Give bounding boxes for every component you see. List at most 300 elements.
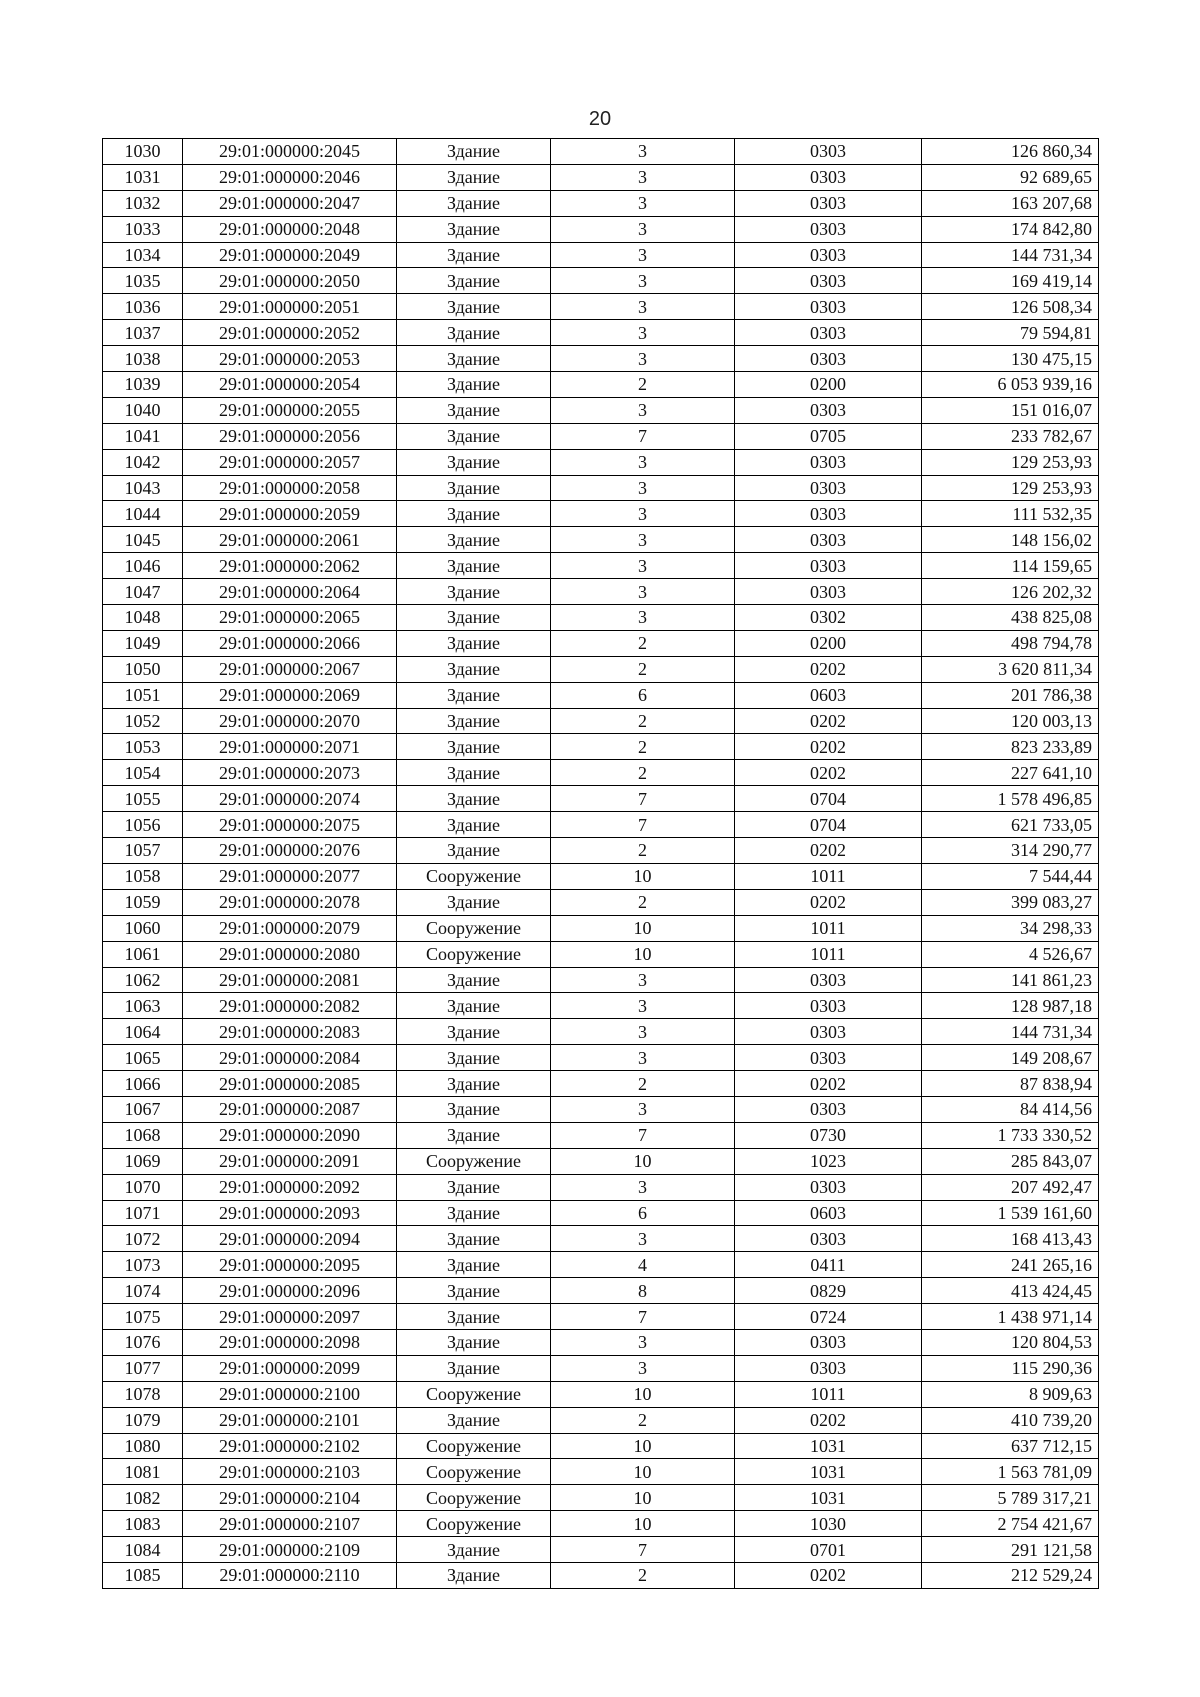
object-type-cell: Сооружение bbox=[397, 1459, 551, 1485]
object-type-cell: Здание bbox=[397, 579, 551, 605]
object-type-cell: Здание bbox=[397, 527, 551, 553]
object-type-cell: Здание bbox=[397, 1122, 551, 1148]
group-cell: 3 bbox=[551, 139, 735, 165]
group-cell: 2 bbox=[551, 372, 735, 398]
cadastral-number-cell: 29:01:000000:2058 bbox=[183, 475, 397, 501]
cadastral-number-cell: 29:01:000000:2079 bbox=[183, 915, 397, 941]
group-cell: 10 bbox=[551, 863, 735, 889]
cadastral-number-cell: 29:01:000000:2055 bbox=[183, 397, 397, 423]
group-cell: 3 bbox=[551, 475, 735, 501]
subgroup-code-cell: 0303 bbox=[735, 139, 922, 165]
subgroup-code-cell: 1011 bbox=[735, 941, 922, 967]
subgroup-code-cell: 0303 bbox=[735, 190, 922, 216]
subgroup-code-cell: 0303 bbox=[735, 967, 922, 993]
cadastral-number-cell: 29:01:000000:2107 bbox=[183, 1511, 397, 1537]
subgroup-code-cell: 0829 bbox=[735, 1278, 922, 1304]
subgroup-code-cell: 0603 bbox=[735, 682, 922, 708]
subgroup-code-cell: 1011 bbox=[735, 915, 922, 941]
row-number-cell: 1077 bbox=[103, 1355, 183, 1381]
cadastral-value-cell: 4 526,67 bbox=[922, 941, 1099, 967]
row-number-cell: 1084 bbox=[103, 1537, 183, 1563]
cadastral-number-cell: 29:01:000000:2104 bbox=[183, 1485, 397, 1511]
row-number-cell: 1059 bbox=[103, 889, 183, 915]
object-type-cell: Здание bbox=[397, 449, 551, 475]
object-type-cell: Сооружение bbox=[397, 1433, 551, 1459]
row-number-cell: 1083 bbox=[103, 1511, 183, 1537]
cadastral-value-cell: 163 207,68 bbox=[922, 190, 1099, 216]
cadastral-number-cell: 29:01:000000:2087 bbox=[183, 1096, 397, 1122]
table-row bbox=[103, 941, 1099, 967]
group-cell: 10 bbox=[551, 1381, 735, 1407]
row-number-cell: 1061 bbox=[103, 941, 183, 967]
cadastral-value-cell: 92 689,65 bbox=[922, 164, 1099, 190]
group-cell: 2 bbox=[551, 734, 735, 760]
table-row bbox=[103, 242, 1099, 268]
group-cell: 2 bbox=[551, 760, 735, 786]
subgroup-code-cell: 0202 bbox=[735, 656, 922, 682]
table-row bbox=[103, 1381, 1099, 1407]
object-type-cell: Здание bbox=[397, 190, 551, 216]
object-type-cell: Здание bbox=[397, 268, 551, 294]
table-row bbox=[103, 579, 1099, 605]
cadastral-number-cell: 29:01:000000:2084 bbox=[183, 1045, 397, 1071]
table-row bbox=[103, 863, 1099, 889]
table-row bbox=[103, 1537, 1099, 1563]
group-cell: 2 bbox=[551, 889, 735, 915]
group-cell: 2 bbox=[551, 708, 735, 734]
cadastral-value-cell: 151 016,07 bbox=[922, 397, 1099, 423]
table-row bbox=[103, 605, 1099, 631]
object-type-cell: Сооружение bbox=[397, 863, 551, 889]
subgroup-code-cell: 0303 bbox=[735, 320, 922, 346]
table-row bbox=[103, 708, 1099, 734]
row-number-cell: 1049 bbox=[103, 630, 183, 656]
table-row bbox=[103, 1019, 1099, 1045]
group-cell: 3 bbox=[551, 216, 735, 242]
row-number-cell: 1066 bbox=[103, 1071, 183, 1097]
table-row bbox=[103, 682, 1099, 708]
cadastral-number-cell: 29:01:000000:2059 bbox=[183, 501, 397, 527]
cadastral-number-cell: 29:01:000000:2074 bbox=[183, 786, 397, 812]
object-type-cell: Здание bbox=[397, 553, 551, 579]
subgroup-code-cell: 0303 bbox=[735, 397, 922, 423]
group-cell: 10 bbox=[551, 1485, 735, 1511]
cadastral-value-cell: 130 475,15 bbox=[922, 346, 1099, 372]
cadastral-value-cell: 498 794,78 bbox=[922, 630, 1099, 656]
object-type-cell: Здание bbox=[397, 605, 551, 631]
object-type-cell: Здание bbox=[397, 1019, 551, 1045]
group-cell: 3 bbox=[551, 346, 735, 372]
row-number-cell: 1044 bbox=[103, 501, 183, 527]
cadastral-number-cell: 29:01:000000:2061 bbox=[183, 527, 397, 553]
group-cell: 2 bbox=[551, 838, 735, 864]
table-row bbox=[103, 268, 1099, 294]
object-type-cell: Здание bbox=[397, 1252, 551, 1278]
subgroup-code-cell: 0303 bbox=[735, 993, 922, 1019]
subgroup-code-cell: 0303 bbox=[735, 1174, 922, 1200]
cadastral-value-cell: 3 620 811,34 bbox=[922, 656, 1099, 682]
cadastral-value-cell: 120 003,13 bbox=[922, 708, 1099, 734]
table-row bbox=[103, 475, 1099, 501]
cadastral-value-cell: 129 253,93 bbox=[922, 449, 1099, 475]
row-number-cell: 1060 bbox=[103, 915, 183, 941]
cadastral-value-cell: 126 202,32 bbox=[922, 579, 1099, 605]
group-cell: 3 bbox=[551, 449, 735, 475]
object-type-cell: Здание bbox=[397, 372, 551, 398]
object-type-cell: Здание bbox=[397, 1045, 551, 1071]
cadastral-value-cell: 5 789 317,21 bbox=[922, 1485, 1099, 1511]
table-row bbox=[103, 1459, 1099, 1485]
group-cell: 3 bbox=[551, 605, 735, 631]
cadastral-value-cell: 115 290,36 bbox=[922, 1355, 1099, 1381]
object-type-cell: Здание bbox=[397, 838, 551, 864]
subgroup-code-cell: 0303 bbox=[735, 216, 922, 242]
cadastral-number-cell: 29:01:000000:2096 bbox=[183, 1278, 397, 1304]
subgroup-code-cell: 0303 bbox=[735, 1045, 922, 1071]
cadastral-number-cell: 29:01:000000:2097 bbox=[183, 1304, 397, 1330]
object-type-cell: Здание bbox=[397, 1407, 551, 1433]
group-cell: 7 bbox=[551, 1304, 735, 1330]
table-row bbox=[103, 216, 1099, 242]
row-number-cell: 1057 bbox=[103, 838, 183, 864]
row-number-cell: 1056 bbox=[103, 812, 183, 838]
table-row bbox=[103, 1045, 1099, 1071]
subgroup-code-cell: 0303 bbox=[735, 1019, 922, 1045]
object-type-cell: Сооружение bbox=[397, 941, 551, 967]
cadastral-value-cell: 621 733,05 bbox=[922, 812, 1099, 838]
row-number-cell: 1079 bbox=[103, 1407, 183, 1433]
cadastral-number-cell: 29:01:000000:2051 bbox=[183, 294, 397, 320]
subgroup-code-cell: 0303 bbox=[735, 294, 922, 320]
object-type-cell: Сооружение bbox=[397, 915, 551, 941]
group-cell: 3 bbox=[551, 268, 735, 294]
group-cell: 3 bbox=[551, 967, 735, 993]
cadastral-value-cell: 410 739,20 bbox=[922, 1407, 1099, 1433]
cadastral-number-cell: 29:01:000000:2067 bbox=[183, 656, 397, 682]
cadastral-value-cell: 1 539 161,60 bbox=[922, 1200, 1099, 1226]
cadastral-value-cell: 823 233,89 bbox=[922, 734, 1099, 760]
object-type-cell: Здание bbox=[397, 294, 551, 320]
row-number-cell: 1036 bbox=[103, 294, 183, 320]
group-cell: 2 bbox=[551, 1562, 735, 1588]
object-type-cell: Здание bbox=[397, 708, 551, 734]
subgroup-code-cell: 0704 bbox=[735, 786, 922, 812]
cadastral-number-cell: 29:01:000000:2076 bbox=[183, 838, 397, 864]
table-row bbox=[103, 812, 1099, 838]
cadastral-number-cell: 29:01:000000:2082 bbox=[183, 993, 397, 1019]
cadastral-value-cell: 1 578 496,85 bbox=[922, 786, 1099, 812]
group-cell: 3 bbox=[551, 579, 735, 605]
table-row bbox=[103, 1226, 1099, 1252]
row-number-cell: 1047 bbox=[103, 579, 183, 605]
cadastral-number-cell: 29:01:000000:2101 bbox=[183, 1407, 397, 1433]
cadastral-number-cell: 29:01:000000:2083 bbox=[183, 1019, 397, 1045]
group-cell: 7 bbox=[551, 1122, 735, 1148]
table-row bbox=[103, 139, 1099, 165]
subgroup-code-cell: 0705 bbox=[735, 423, 922, 449]
table-row bbox=[103, 1122, 1099, 1148]
subgroup-code-cell: 0202 bbox=[735, 708, 922, 734]
cadastral-number-cell: 29:01:000000:2094 bbox=[183, 1226, 397, 1252]
subgroup-code-cell: 0303 bbox=[735, 242, 922, 268]
group-cell: 3 bbox=[551, 1019, 735, 1045]
table-row bbox=[103, 294, 1099, 320]
cadastral-value-cell: 84 414,56 bbox=[922, 1096, 1099, 1122]
table-row bbox=[103, 1278, 1099, 1304]
cadastral-number-cell: 29:01:000000:2091 bbox=[183, 1148, 397, 1174]
subgroup-code-cell: 0303 bbox=[735, 1329, 922, 1355]
group-cell: 3 bbox=[551, 1096, 735, 1122]
object-type-cell: Здание bbox=[397, 216, 551, 242]
group-cell: 2 bbox=[551, 656, 735, 682]
subgroup-code-cell: 1031 bbox=[735, 1459, 922, 1485]
cadastral-number-cell: 29:01:000000:2103 bbox=[183, 1459, 397, 1485]
cadastral-number-cell: 29:01:000000:2078 bbox=[183, 889, 397, 915]
cadastral-value-cell: 34 298,33 bbox=[922, 915, 1099, 941]
row-number-cell: 1041 bbox=[103, 423, 183, 449]
group-cell: 6 bbox=[551, 1200, 735, 1226]
row-number-cell: 1071 bbox=[103, 1200, 183, 1226]
cadastral-value-cell: 399 083,27 bbox=[922, 889, 1099, 915]
row-number-cell: 1069 bbox=[103, 1148, 183, 1174]
object-type-cell: Сооружение bbox=[397, 1485, 551, 1511]
cadastral-value-cell: 413 424,45 bbox=[922, 1278, 1099, 1304]
group-cell: 10 bbox=[551, 1459, 735, 1485]
group-cell: 3 bbox=[551, 1226, 735, 1252]
group-cell: 3 bbox=[551, 501, 735, 527]
row-number-cell: 1075 bbox=[103, 1304, 183, 1330]
row-number-cell: 1037 bbox=[103, 320, 183, 346]
subgroup-code-cell: 0724 bbox=[735, 1304, 922, 1330]
cadastral-value-cell: 207 492,47 bbox=[922, 1174, 1099, 1200]
row-number-cell: 1072 bbox=[103, 1226, 183, 1252]
row-number-cell: 1052 bbox=[103, 708, 183, 734]
cadastral-number-cell: 29:01:000000:2095 bbox=[183, 1252, 397, 1278]
group-cell: 10 bbox=[551, 941, 735, 967]
object-type-cell: Здание bbox=[397, 1071, 551, 1097]
cadastral-number-cell: 29:01:000000:2049 bbox=[183, 242, 397, 268]
table-row bbox=[103, 553, 1099, 579]
object-type-cell: Здание bbox=[397, 1355, 551, 1381]
row-number-cell: 1081 bbox=[103, 1459, 183, 1485]
group-cell: 7 bbox=[551, 1537, 735, 1563]
cadastral-value-cell: 87 838,94 bbox=[922, 1071, 1099, 1097]
row-number-cell: 1070 bbox=[103, 1174, 183, 1200]
group-cell: 10 bbox=[551, 1511, 735, 1537]
subgroup-code-cell: 0303 bbox=[735, 164, 922, 190]
subgroup-code-cell: 1030 bbox=[735, 1511, 922, 1537]
cadastral-value-cell: 120 804,53 bbox=[922, 1329, 1099, 1355]
object-type-cell: Здание bbox=[397, 630, 551, 656]
object-type-cell: Здание bbox=[397, 346, 551, 372]
page-number: 20 bbox=[588, 108, 612, 130]
object-type-cell: Сооружение bbox=[397, 1511, 551, 1537]
cadastral-number-cell: 29:01:000000:2098 bbox=[183, 1329, 397, 1355]
object-type-cell: Здание bbox=[397, 760, 551, 786]
cadastral-value-cell: 1 733 330,52 bbox=[922, 1122, 1099, 1148]
cadastral-number-cell: 29:01:000000:2054 bbox=[183, 372, 397, 398]
object-type-cell: Здание bbox=[397, 967, 551, 993]
cadastral-number-cell: 29:01:000000:2099 bbox=[183, 1355, 397, 1381]
subgroup-code-cell: 1023 bbox=[735, 1148, 922, 1174]
group-cell: 7 bbox=[551, 786, 735, 812]
group-cell: 3 bbox=[551, 527, 735, 553]
row-number-cell: 1045 bbox=[103, 527, 183, 553]
cadastral-value-cell: 126 860,34 bbox=[922, 139, 1099, 165]
table-row bbox=[103, 1485, 1099, 1511]
object-type-cell: Здание bbox=[397, 1562, 551, 1588]
group-cell: 10 bbox=[551, 1433, 735, 1459]
object-type-cell: Здание bbox=[397, 812, 551, 838]
subgroup-code-cell: 1011 bbox=[735, 863, 922, 889]
row-number-cell: 1067 bbox=[103, 1096, 183, 1122]
group-cell: 3 bbox=[551, 190, 735, 216]
cadastral-value-cell: 168 413,43 bbox=[922, 1226, 1099, 1252]
group-cell: 3 bbox=[551, 1045, 735, 1071]
subgroup-code-cell: 0603 bbox=[735, 1200, 922, 1226]
object-type-cell: Сооружение bbox=[397, 1148, 551, 1174]
group-cell: 7 bbox=[551, 423, 735, 449]
table-row bbox=[103, 346, 1099, 372]
group-cell: 10 bbox=[551, 915, 735, 941]
subgroup-code-cell: 0303 bbox=[735, 501, 922, 527]
cadastral-number-cell: 29:01:000000:2109 bbox=[183, 1537, 397, 1563]
cadastral-value-cell: 126 508,34 bbox=[922, 294, 1099, 320]
row-number-cell: 1050 bbox=[103, 656, 183, 682]
cadastral-value-cell: 314 290,77 bbox=[922, 838, 1099, 864]
cadastral-value-cell: 233 782,67 bbox=[922, 423, 1099, 449]
table-row bbox=[103, 527, 1099, 553]
subgroup-code-cell: 0202 bbox=[735, 889, 922, 915]
subgroup-code-cell: 0303 bbox=[735, 1226, 922, 1252]
group-cell: 8 bbox=[551, 1278, 735, 1304]
cadastral-value-cell: 174 842,80 bbox=[922, 216, 1099, 242]
table-row bbox=[103, 1148, 1099, 1174]
row-number-cell: 1065 bbox=[103, 1045, 183, 1071]
table-row bbox=[103, 1071, 1099, 1097]
object-type-cell: Здание bbox=[397, 164, 551, 190]
table-row bbox=[103, 915, 1099, 941]
row-number-cell: 1040 bbox=[103, 397, 183, 423]
subgroup-code-cell: 0303 bbox=[735, 1096, 922, 1122]
row-number-cell: 1063 bbox=[103, 993, 183, 1019]
table-body bbox=[103, 139, 1099, 1589]
table-row bbox=[103, 190, 1099, 216]
cadastral-value-cell: 79 594,81 bbox=[922, 320, 1099, 346]
cadastral-value-cell: 141 861,23 bbox=[922, 967, 1099, 993]
object-type-cell: Здание bbox=[397, 734, 551, 760]
row-number-cell: 1039 bbox=[103, 372, 183, 398]
subgroup-code-cell: 0202 bbox=[735, 760, 922, 786]
cadastral-number-cell: 29:01:000000:2053 bbox=[183, 346, 397, 372]
table-row bbox=[103, 1511, 1099, 1537]
table-row bbox=[103, 786, 1099, 812]
cadastral-value-cell: 8 909,63 bbox=[922, 1381, 1099, 1407]
row-number-cell: 1033 bbox=[103, 216, 183, 242]
group-cell: 2 bbox=[551, 1407, 735, 1433]
cadastral-number-cell: 29:01:000000:2046 bbox=[183, 164, 397, 190]
table-row bbox=[103, 1304, 1099, 1330]
row-number-cell: 1042 bbox=[103, 449, 183, 475]
subgroup-code-cell: 1031 bbox=[735, 1485, 922, 1511]
cadastral-value-cell: 128 987,18 bbox=[922, 993, 1099, 1019]
cadastral-value-cell: 169 419,14 bbox=[922, 268, 1099, 294]
table-row bbox=[103, 760, 1099, 786]
row-number-cell: 1062 bbox=[103, 967, 183, 993]
object-type-cell: Сооружение bbox=[397, 1381, 551, 1407]
row-number-cell: 1058 bbox=[103, 863, 183, 889]
object-type-cell: Здание bbox=[397, 397, 551, 423]
cadastral-number-cell: 29:01:000000:2056 bbox=[183, 423, 397, 449]
table-row bbox=[103, 423, 1099, 449]
cadastral-value-cell: 291 121,58 bbox=[922, 1537, 1099, 1563]
subgroup-code-cell: 0303 bbox=[735, 527, 922, 553]
table-row bbox=[103, 372, 1099, 398]
group-cell: 3 bbox=[551, 1355, 735, 1381]
table-row bbox=[103, 1355, 1099, 1381]
object-type-cell: Здание bbox=[397, 889, 551, 915]
row-number-cell: 1032 bbox=[103, 190, 183, 216]
object-type-cell: Здание bbox=[397, 501, 551, 527]
group-cell: 4 bbox=[551, 1252, 735, 1278]
row-number-cell: 1076 bbox=[103, 1329, 183, 1355]
table-row bbox=[103, 889, 1099, 915]
subgroup-code-cell: 0202 bbox=[735, 1562, 922, 1588]
cadastral-number-cell: 29:01:000000:2050 bbox=[183, 268, 397, 294]
table-row bbox=[103, 1252, 1099, 1278]
object-type-cell: Здание bbox=[397, 1304, 551, 1330]
cadastral-number-cell: 29:01:000000:2052 bbox=[183, 320, 397, 346]
object-type-cell: Здание bbox=[397, 139, 551, 165]
object-type-cell: Здание bbox=[397, 475, 551, 501]
subgroup-code-cell: 0303 bbox=[735, 346, 922, 372]
row-number-cell: 1082 bbox=[103, 1485, 183, 1511]
cadastral-number-cell: 29:01:000000:2066 bbox=[183, 630, 397, 656]
row-number-cell: 1046 bbox=[103, 553, 183, 579]
cadastral-value-cell: 2 754 421,67 bbox=[922, 1511, 1099, 1537]
group-cell: 2 bbox=[551, 630, 735, 656]
object-type-cell: Здание bbox=[397, 242, 551, 268]
cadastral-number-cell: 29:01:000000:2093 bbox=[183, 1200, 397, 1226]
group-cell: 3 bbox=[551, 320, 735, 346]
subgroup-code-cell: 0303 bbox=[735, 1355, 922, 1381]
table-row bbox=[103, 1174, 1099, 1200]
row-number-cell: 1035 bbox=[103, 268, 183, 294]
table-row bbox=[103, 501, 1099, 527]
cadastral-value-cell: 129 253,93 bbox=[922, 475, 1099, 501]
group-cell: 3 bbox=[551, 164, 735, 190]
object-type-cell: Здание bbox=[397, 1278, 551, 1304]
subgroup-code-cell: 0701 bbox=[735, 1537, 922, 1563]
subgroup-code-cell: 0303 bbox=[735, 475, 922, 501]
cadastral-number-cell: 29:01:000000:2085 bbox=[183, 1071, 397, 1097]
cadastral-number-cell: 29:01:000000:2070 bbox=[183, 708, 397, 734]
subgroup-code-cell: 0200 bbox=[735, 630, 922, 656]
cadastral-value-cell: 438 825,08 bbox=[922, 605, 1099, 631]
group-cell: 6 bbox=[551, 682, 735, 708]
group-cell: 3 bbox=[551, 242, 735, 268]
row-number-cell: 1080 bbox=[103, 1433, 183, 1459]
row-number-cell: 1073 bbox=[103, 1252, 183, 1278]
subgroup-code-cell: 0730 bbox=[735, 1122, 922, 1148]
table-row bbox=[103, 320, 1099, 346]
row-number-cell: 1048 bbox=[103, 605, 183, 631]
cadastral-value-cell: 6 053 939,16 bbox=[922, 372, 1099, 398]
group-cell: 3 bbox=[551, 397, 735, 423]
row-number-cell: 1068 bbox=[103, 1122, 183, 1148]
subgroup-code-cell: 0202 bbox=[735, 838, 922, 864]
row-number-cell: 1043 bbox=[103, 475, 183, 501]
